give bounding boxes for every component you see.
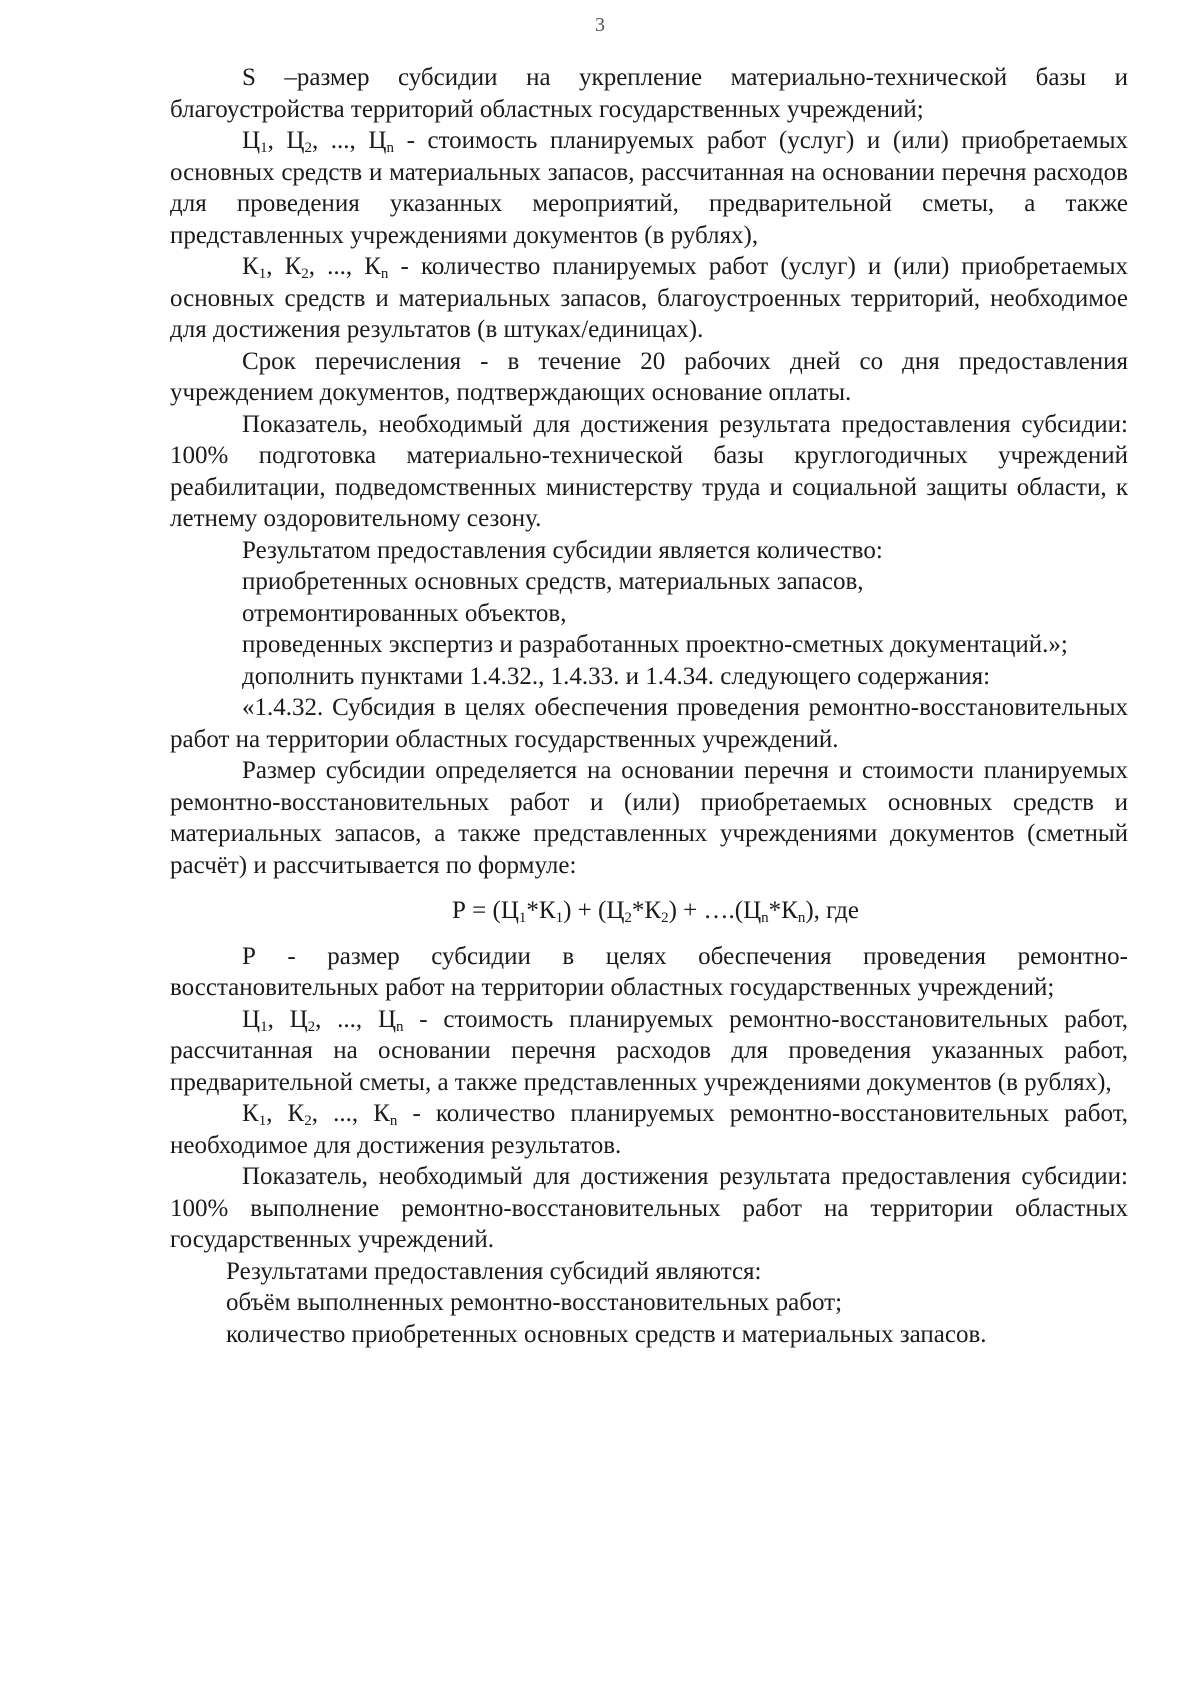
symbol-cn: $Ц_n$ xyxy=(368,127,394,156)
symbol-c2: $Ц_2$ xyxy=(289,1005,316,1035)
formula: $Р = (Ц_1*К_1) + (Ц_2*К_2)$ + $\dots.(Ц_n*К_n)$, где xyxy=(452,897,859,926)
paragraph-k-definition: $К_1$, $К_2$, ..., $К_n$ - количество планируемых работ (услуг) и (или) приобретаемых основных средств и материальных запасов, благоустроенных территорий, необходимое для достижения результатов (в штуках/единицах). xyxy=(170,253,1129,343)
page-number: 3 xyxy=(595,14,605,36)
paragraph-k-definition-text: - количество планируемых работ (услуг) и (или) приобретаемых основных средств и материальных запасов, благоустроенных территорий, необходимое для достижения результатов (в штуках/единицах). xyxy=(170,253,1129,343)
symbol-c1: $Ц_1$ xyxy=(242,127,268,156)
list-item-purchased-assets: приобретенных основных средств, материальных запасов, xyxy=(242,568,864,595)
paragraph-indicator: Показатель, необходимый для достижения результата предоставления субсидии: 100% подготовка материально-технической базы круглогодичных учреждений реабилитации, подведомственных министерству труда и социальной защиты области, к летнему оздоровительному сезону. xyxy=(170,410,1128,532)
paragraph-subsidy-size: Размер субсидии определяется на основании перечня и стоимости планируемых ремонтно-восстановительных работ и (или) приобретаемых основных средств и материальных запасов, а также представленных учреждениями документов (сметный расчёт) и рассчитывается по формуле: xyxy=(170,757,1128,879)
paragraph-c-definition-2-text: - стоимость планируемых ремонтно-восстановительных работ, рассчитанная на основании перечня расходов для проведения указанных работ, предварительной сметы, а также представленных учреждениями документов (в рублях), xyxy=(170,1005,1129,1096)
paragraph-result-intro: Результатом предоставления субсидии является количество: xyxy=(242,536,883,564)
paragraph-k-definition-2: $К_1$, $К_2$, ..., $К_n$ - количество планируемых ремонтно-восстановительных работ, необходимое для достижения результатов. xyxy=(170,1100,1128,1159)
paragraph-amendment-intro: дополнить пунктами 1.4.32., 1.4.33. и 1.4.34. следующего содержания: xyxy=(242,662,991,690)
symbol-cn: $Ц_n$ xyxy=(377,1005,404,1035)
list-item-purchased-assets-2: количество приобретенных основных средств и материальных запасов. xyxy=(226,1320,987,1348)
paragraph-c-definition-2: $Ц_1$, $Ц_2$, ..., $Ц_n$ - стоимость планируемых ремонтно-восстановительных работ, рассчитанная на основании перечня расходов для проведения указанных работ, предварительной сметы, а также представленных учреждениями документов (в рублях), xyxy=(170,1005,1129,1096)
symbol-k1: $К_1$ xyxy=(242,1100,267,1129)
paragraph-transfer-term: Срок перечисления - в течение 20 рабочих дней со дня предоставления учреждением документов, подтверждающих основание оплаты. xyxy=(170,347,1128,406)
paragraph-results-intro: Результатами предоставления субсидий являются: xyxy=(226,1257,762,1285)
symbol-k2: $К_2$ xyxy=(287,1100,312,1129)
symbol-k1: $К_1$ xyxy=(242,253,267,282)
symbol-c1: $Ц_1$ xyxy=(242,1005,268,1035)
paragraph-indicator-2: Показатель, необходимый для достижения результата предоставления субсидии: 100% выполнение ремонтно-восстановительных работ на территории областных государственных учреждений. xyxy=(170,1163,1128,1253)
symbol-kn: $К_n$ xyxy=(364,253,389,282)
paragraph-s-definition: S –размер субсидии на укрепление материально-технической базы и благоустройства территорий областных государственных учреждений; xyxy=(170,64,1128,123)
list-item-repaired-objects: отремонтированных объектов, xyxy=(242,599,567,627)
document-body xyxy=(170,62,1128,1350)
paragraph-p-definition: Р - размер субсидии в целях обеспечения проведения ремонтно-восстановительных работ на территории областных государственных учреждений; xyxy=(170,942,1128,1001)
paragraph-k-definition-2-text: - количество планируемых ремонтно-восстановительных работ, необходимое для достижения результатов. xyxy=(170,1100,1128,1159)
symbol-kn: $К_n$ xyxy=(373,1100,398,1129)
paragraph-1-4-32-title: «1.4.32. Субсидия в целях обеспечения проведения ремонтно-восстановительных работ на территории областных государственных учреждений. xyxy=(170,694,1128,753)
list-item-repair-volume: объём выполненных ремонтно-восстановительных работ; xyxy=(226,1289,843,1316)
paragraph-c-definition-text: - стоимость планируемых работ (услуг) и (или) приобретаемых основных средств и материальных запасов, рассчитанная на основании перечня расходов для проведения указанных мероприятий, предварительной сметы, а также представленных учреждениями документов (в рублях), xyxy=(170,127,1128,249)
paragraph-c-definition: $Ц_1$, $Ц_2$, ..., $Ц_n$ - стоимость планируемых работ (услуг) и (или) приобретаемых основных средств и материальных запасов, рассчитанная на основании перечня расходов для проведения указанных мероприятий, предварительной сметы, а также представленных учреждениями документов (в рублях), xyxy=(170,127,1128,249)
list-item-expertises: проведенных экспертиз и разработанных проектно-сметных документаций.»; xyxy=(242,631,1068,658)
symbol-k2: $К_2$ xyxy=(284,253,309,282)
symbol-c2: $Ц_2$ xyxy=(286,127,312,156)
